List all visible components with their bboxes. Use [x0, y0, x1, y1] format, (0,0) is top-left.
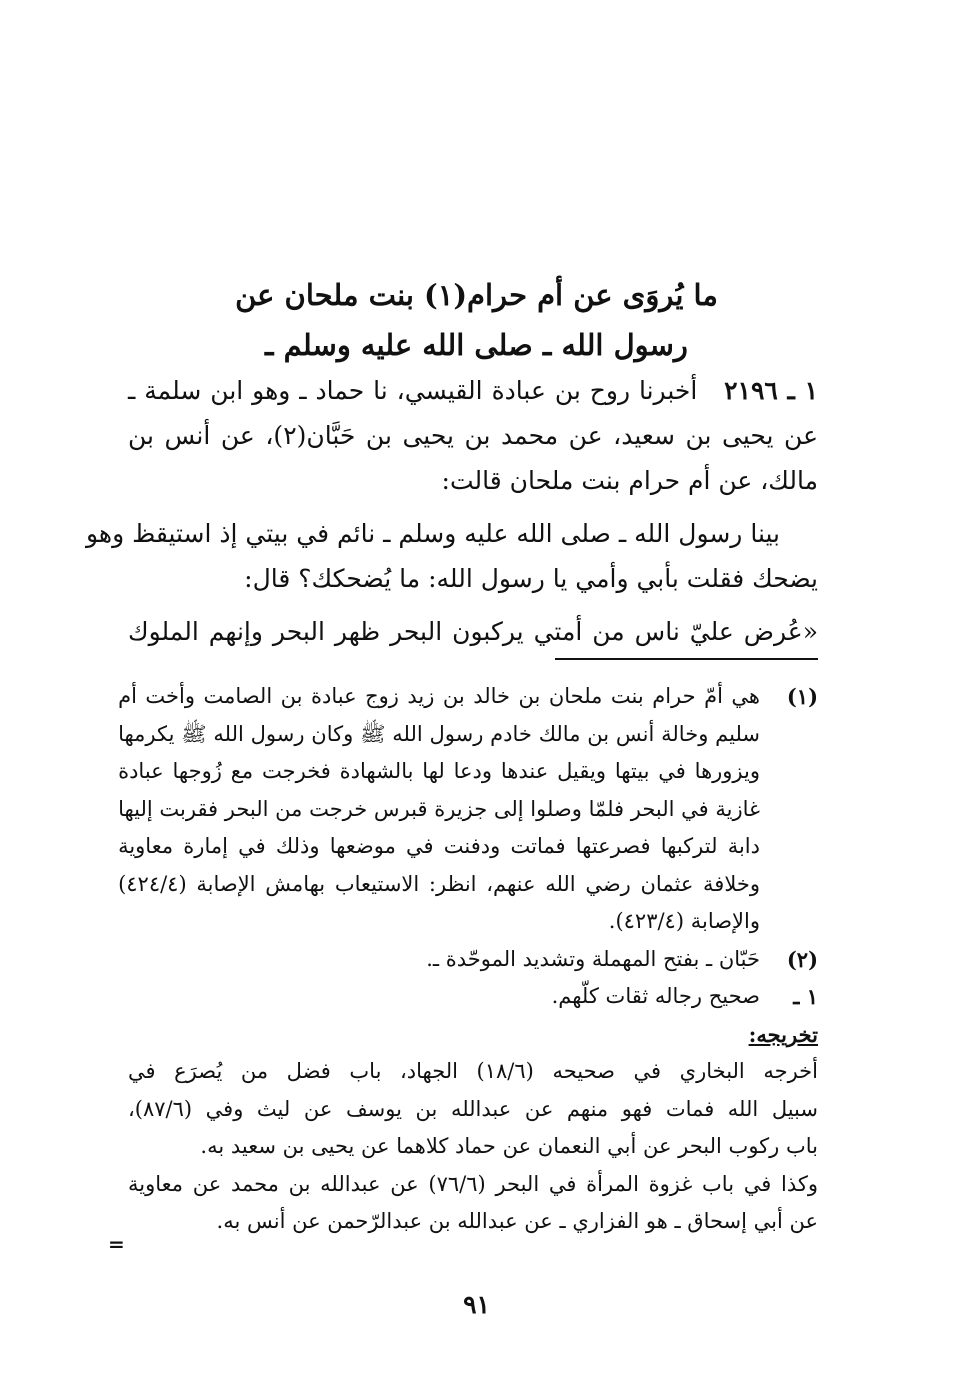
isnad-line: عن يحيى بن سعيد، عن محمد بن يحيى بن حَبَّان(٢)، عن أنس بن	[128, 421, 818, 450]
footnote-body	[128, 978, 760, 1016]
footnote-separator	[555, 658, 818, 660]
footnote-line: ويزورها في بيتها ويقيل عندها ودعا لها بالشهادة فخرجت مع زُوجها عبادة	[118, 759, 760, 783]
takhrij-line: سبيل الله فمات فهو منهم عن عبدالله بن يوسف عن ليث وفي (٨٧/٦)،	[128, 1096, 818, 1121]
footnote-marker: (١)	[786, 684, 818, 709]
footnote-line: وخلافة عثمان رضي الله عنهم، انظر: الاستيعاب بهامش الإصابة (٤٢٤/٤)	[118, 871, 760, 896]
continuation-mark: =	[108, 1232, 125, 1256]
matn-line: بينا رسول الله ـ صلى الله عليه وسلم ـ نائم في بيتي إذ استيقظ وهو	[85, 519, 780, 548]
footnote-marker: ١ ـ	[793, 984, 818, 1009]
footnote-line: سليم وخالة أنس بن مالك خادم رسول الله ﷺ وكان رسول الله ﷺ يكرمها	[118, 721, 760, 746]
takhrij-line: أخرجه البخاري في صحيحه (١٨/٦) الجهاد، باب فضل من يُصرَع في	[128, 1059, 818, 1083]
page-number: ٩١	[463, 1290, 490, 1319]
footnote-body	[118, 678, 760, 941]
footnote-line: صحيح رجاله ثقات كلّهم.	[551, 984, 760, 1008]
footnote-line: حَبّان ـ بفتح المهملة وتشديد الموحّدة ـ.	[426, 946, 760, 971]
takhrij-line: عن أبي إسحاق ـ هو الفزاري ـ عن عبدالله بن عبدالرّحمن عن أنس به.	[216, 1209, 818, 1233]
footnote	[128, 941, 818, 979]
hadith-text	[85, 368, 819, 654]
matn-line: يضحك فقلت بأبي وأمي يا رسول الله: ما يُضحكك؟ قال:	[244, 564, 818, 593]
footnote-marker: (٢)	[786, 946, 818, 972]
chapter-heading	[120, 270, 833, 370]
isnad-line: مالك، عن أم حرام بنت ملحان قالت:	[441, 466, 818, 495]
footnote-line: هي أمّ حرام بنت ملحان بن خالد بن زيد زوج عبادة بن الصامت وأخت أم	[118, 684, 760, 708]
footnote	[128, 978, 818, 1016]
takhrij-section	[128, 1016, 818, 1241]
footnotes	[118, 678, 818, 1241]
footnote-line: والإصابة (٤٢٣/٤).	[608, 909, 760, 933]
footnote	[118, 678, 818, 941]
footnote-line: دابة لتركبها فصرعتها فماتت ودفنت في موضعها وذلك في إمارة معاوية	[118, 834, 760, 858]
isnad-line	[128, 368, 818, 413]
takhrij-line: وكذا في باب غزوة المرأة في البحر (٧٦/٦) عن عبدالله بن محمد عن معاوية	[128, 1171, 818, 1196]
matn-line: «عُرض عليّ ناس من أمتي يركبون البحر ظهر البحر وإنهم الملوك	[128, 617, 818, 646]
hadith-number: ١ ـ ٢١٩٦	[724, 376, 819, 405]
takhrij-line: باب ركوب البحر عن أبي النعمان عن حماد كلاهما عن يحيى بن سعيد به.	[200, 1134, 818, 1158]
chapter-heading-line: ما يُروَى عن أم حرام(١) بنت ملحان عن	[235, 278, 718, 312]
footnote-line: غازية في البحر فلمّا وصلوا إلى جزيرة قبرس خرجت من البحر فقربت إليها	[118, 796, 760, 821]
footnote-body	[128, 941, 760, 979]
takhrij-heading: تخريجه:	[748, 1021, 818, 1047]
chapter-heading-line: رسول الله ـ صلى الله عليه وسلم ـ	[265, 328, 688, 362]
isnad-line-text: أخبرنا روح بن عبادة القيسي، نا حماد ـ وهو ابن سلمة ـ	[128, 376, 698, 405]
